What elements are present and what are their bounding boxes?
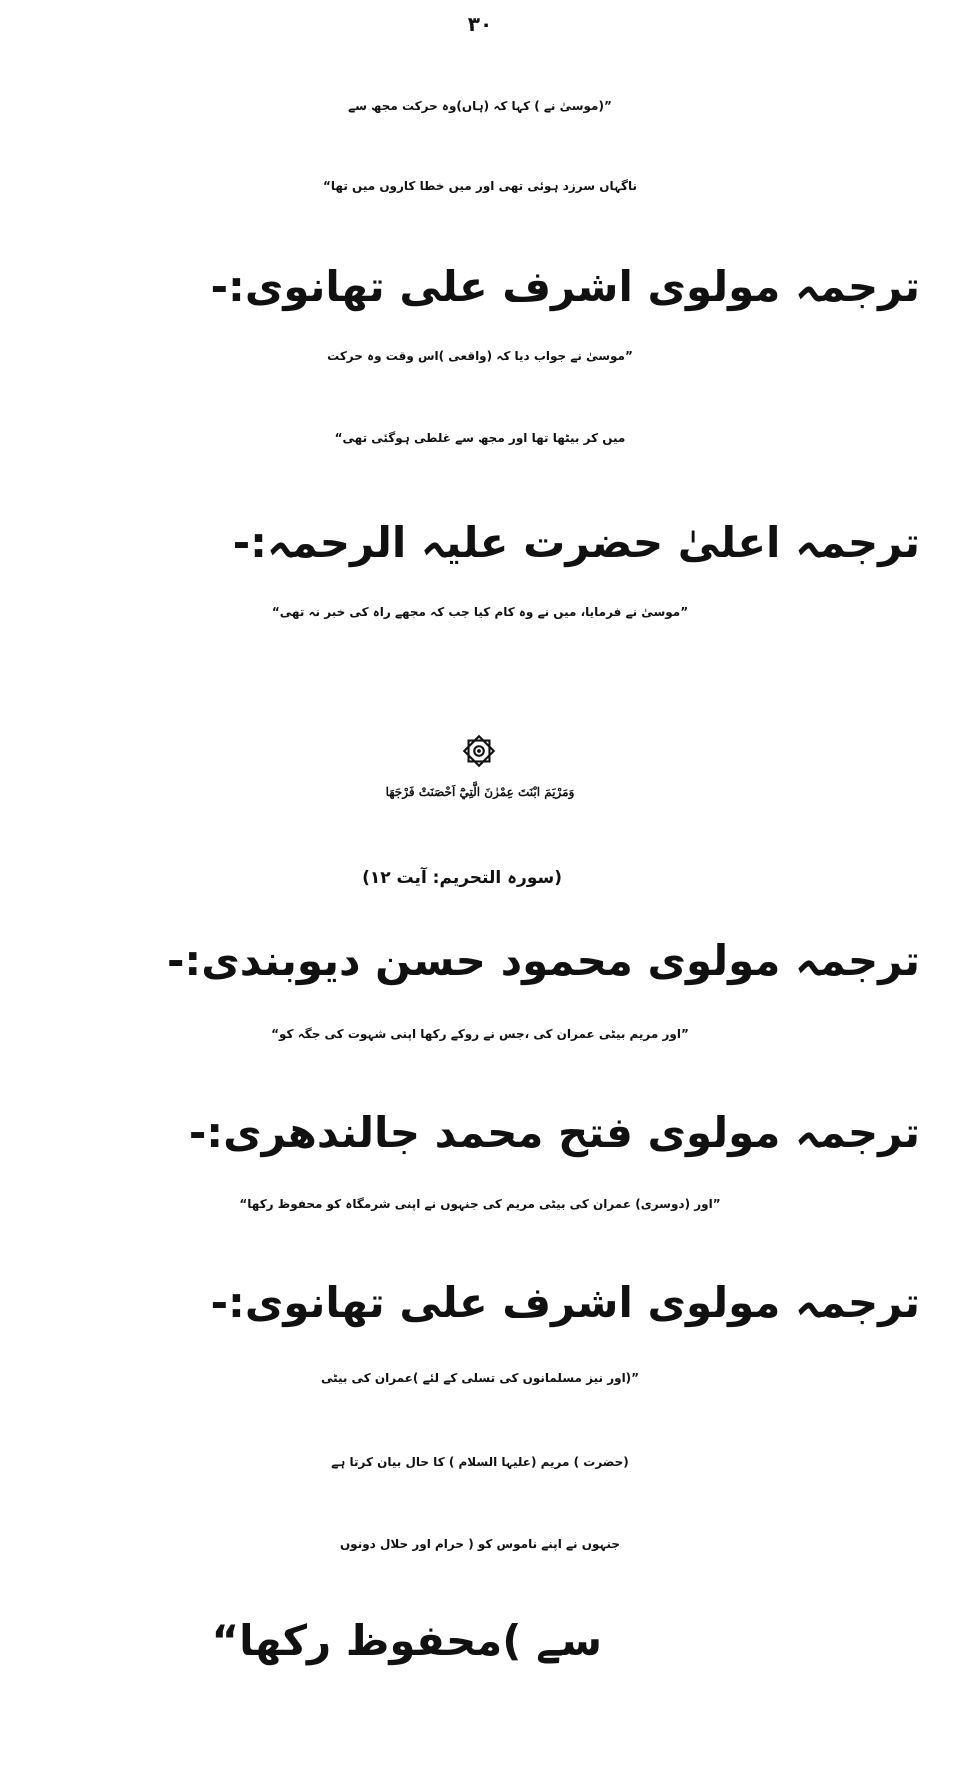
ayah-reference: (سورہ التحریم: آیت ۱۲) xyxy=(362,868,562,888)
quote-line: (حضرت ) مریم (علیہا السلام ) کا حال بیان کرتا ہے xyxy=(331,1455,629,1469)
quote-line: ”(موسیٰ نے ) کہا کہ (ہاں)وہ حرکت مجھ سے xyxy=(348,99,612,113)
quote-line: ”موسیٰ نے جواب دیا کہ (واقعی )اس وقت وہ حرکت xyxy=(327,349,633,363)
quote-line: سے )محفوظ رکھا“ xyxy=(211,1616,602,1665)
translator-heading: ترجمہ مولوی اشرف علی تھانوی:- xyxy=(210,1278,920,1327)
quote-line: ”اور مریم بیٹی عمران کی ،جس نے روکے رکھا اپنی شہوت کی جگہ کو“ xyxy=(271,1027,689,1041)
quote-line: ”اور (دوسری) عمران کی بیٹی مریم کی جنہوں نے اپنی شرمگاہ کو محفوظ رکھا“ xyxy=(239,1197,721,1211)
translator-heading: ترجمہ مولوی اشرف علی تھانوی:- xyxy=(210,262,920,311)
quran-ayah: وَمَرْيَمَ ابْنَتَ عِمْرٰنَ الَّتِيْٓ اَحْصَنَتْ فَرْجَهَا xyxy=(385,785,575,799)
translator-heading: ترجمہ اعلیٰ حضرت علیہ الرحمہ:- xyxy=(232,518,920,567)
quote-line: ناگہاں سرزد ہوئی تھی اور میں خطا کاروں میں تھا“ xyxy=(323,179,637,193)
translator-heading: ترجمہ مولوی فتح محمد جالندھری:- xyxy=(188,1108,920,1157)
quote-line: میں کر بیٹھا تھا اور مجھ سے غلطی ہوگئی تھی“ xyxy=(334,431,626,445)
quote-line: ”موسیٰ نے فرمایا، میں نے وہ کام کیا جب کہ مجھے راہ کی خبر نہ تھی“ xyxy=(271,605,689,619)
quote-line: جنہوں نے اپنے ناموس کو ( حرام اور حلال دونوں xyxy=(339,1537,621,1551)
ornament-icon xyxy=(460,732,498,770)
quote-line: ”(اور نیز مسلمانوں کی تسلی کے لئے )عمران کی بیٹی xyxy=(320,1371,640,1385)
translator-heading: ترجمہ مولوی محمود حسن دیوبندی:- xyxy=(166,936,920,985)
page-number: ۳۰ xyxy=(467,12,493,36)
